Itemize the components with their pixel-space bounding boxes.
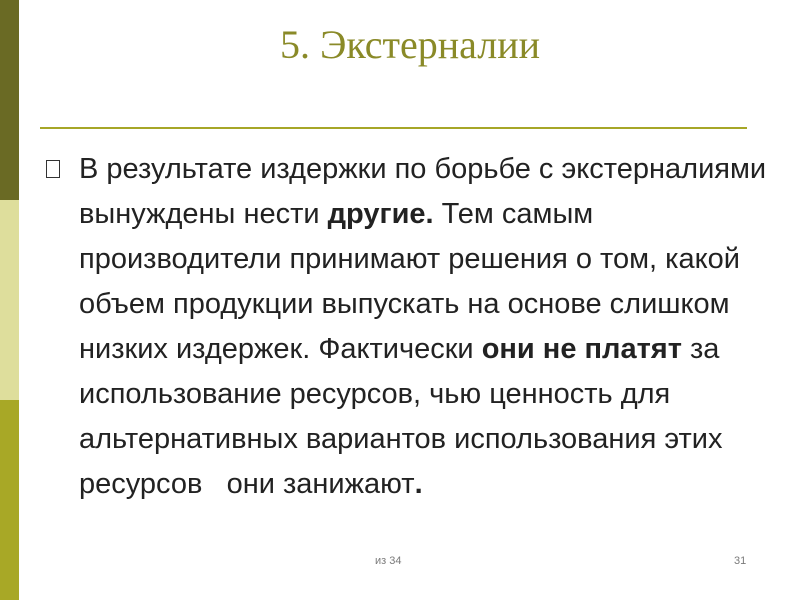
body-text-bold-1: другие. [327, 198, 434, 230]
title-underline [40, 127, 747, 129]
body-text-bold-3: . [414, 468, 423, 500]
bullet-box-icon [46, 160, 60, 178]
side-bar-segment-mid [0, 400, 19, 600]
body-text-part-2: Тем самым производители принимают решения о том, какой объем продукции выпускать на основе слишком низких издержек. Фактически [79, 198, 740, 365]
slide-body-text [79, 147, 769, 507]
slide-title: 5. Экстерналии [279, 22, 541, 67]
page-number: 31 [734, 555, 747, 567]
side-bar-segment-light [0, 200, 19, 400]
decorative-side-bar [0, 0, 19, 600]
side-bar-segment-dark [0, 0, 19, 200]
body-text-bold-2: они не платят [481, 333, 682, 365]
body-text-part-3: за использование ресурсов, чью ценность для альтернативных вариантов использования этих ресурсов они занижают [79, 333, 731, 500]
footer-total-pages: из 34 [375, 555, 402, 567]
body-text-part-1: В результате издержки по борьбе с экстерналиями вынуждены нести [79, 153, 767, 230]
